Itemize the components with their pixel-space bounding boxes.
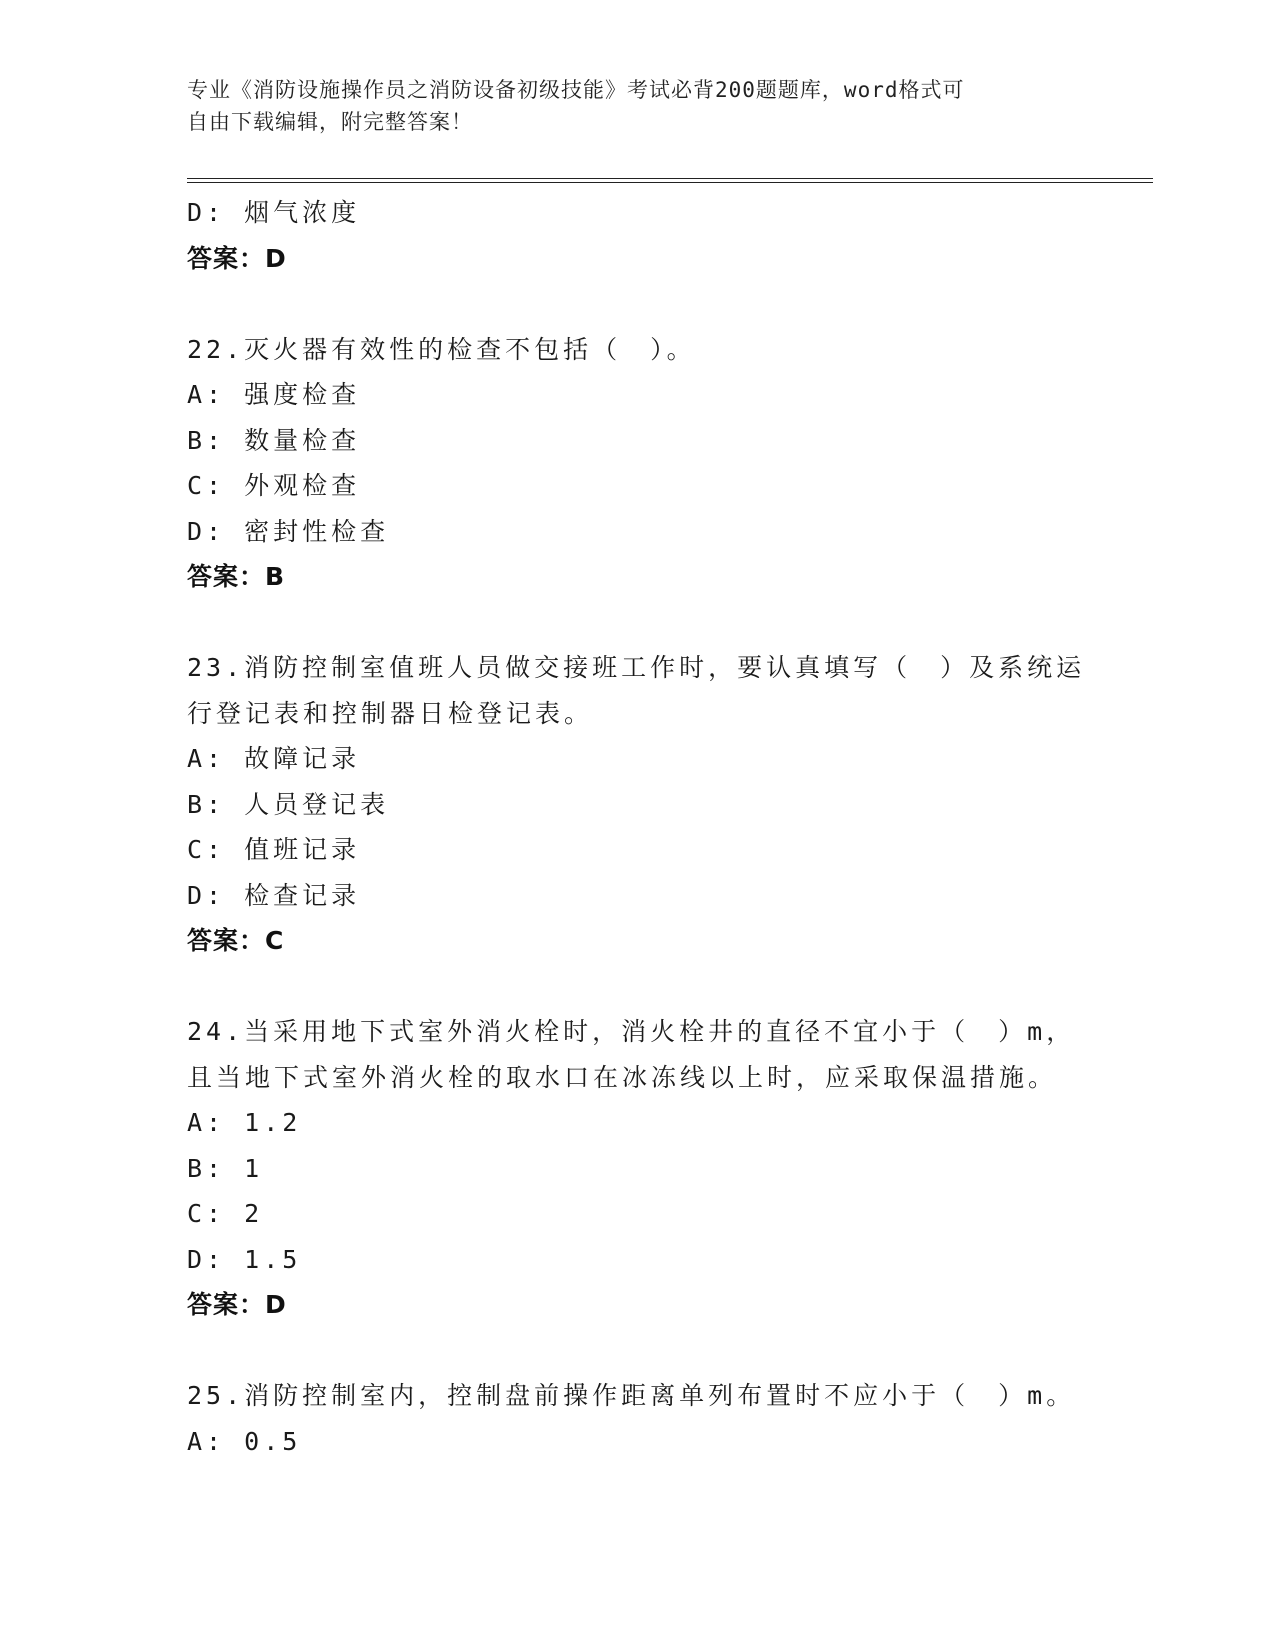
question-block-25 [187, 1373, 1147, 1464]
option-c: C: 2 [187, 1199, 264, 1228]
option-d: D: 烟气浓度 [187, 198, 361, 227]
option-a: A: 1.2 [187, 1108, 302, 1137]
answer-label: 答案：D [187, 243, 287, 273]
question-stem: 22.灭火器有效性的检查不包括（ ）。 [187, 334, 696, 364]
header-divider-top [187, 178, 1153, 179]
answer-label: 答案：C [187, 926, 285, 955]
question-block-22 [187, 327, 1147, 600]
answer-label: 答案：D [187, 1290, 287, 1319]
document-header [187, 74, 1087, 138]
option-b: B: 1 [187, 1153, 264, 1183]
header-line-2: 自由下载编辑，附完整答案！ [187, 110, 473, 134]
option-d: D: 检查记录 [187, 880, 361, 910]
option-d: D: 1.5 [187, 1244, 302, 1274]
question-block-24 [187, 1009, 1147, 1328]
option-c: C: 值班记录 [187, 835, 361, 864]
option-c: C: 外观检查 [187, 471, 361, 500]
option-a: A: 强度检查 [187, 380, 361, 409]
question-stem-line-1: 23.消防控制室值班人员做交接班工作时，要认真填写（ ）及系统运 [187, 653, 1086, 682]
question-stem-line-2: 且当地下式室外消火栓的取水口在冰冻线以上时，应采取保温措施。 [187, 1062, 1058, 1092]
question-stem: 25.消防控制室内，控制盘前操作距离单列布置时不应小于（ ）m。 [187, 1381, 1076, 1410]
question-stem-line-2: 行登记表和控制器日检登记表。 [187, 698, 594, 728]
answer-label: 答案：B [187, 562, 286, 591]
question-block-23 [187, 645, 1147, 964]
option-b: B: 人员登记表 [187, 789, 390, 819]
question-list [187, 190, 1147, 1464]
question-stem-line-1: 24.当采用地下式室外消火栓时，消火栓井的直径不宜小于（ ）m， [187, 1017, 1076, 1046]
option-d: D: 密封性检查 [187, 516, 390, 546]
header-divider-bottom [187, 182, 1153, 183]
question-block-prev [187, 190, 1147, 281]
header-line-1: 专业《消防设施操作员之消防设备初级技能》考试必背200题题库，word格式可 [187, 78, 965, 102]
option-a: A: 0.5 [187, 1426, 302, 1456]
option-a: A: 故障记录 [187, 744, 361, 773]
option-b: B: 数量检查 [187, 425, 361, 455]
